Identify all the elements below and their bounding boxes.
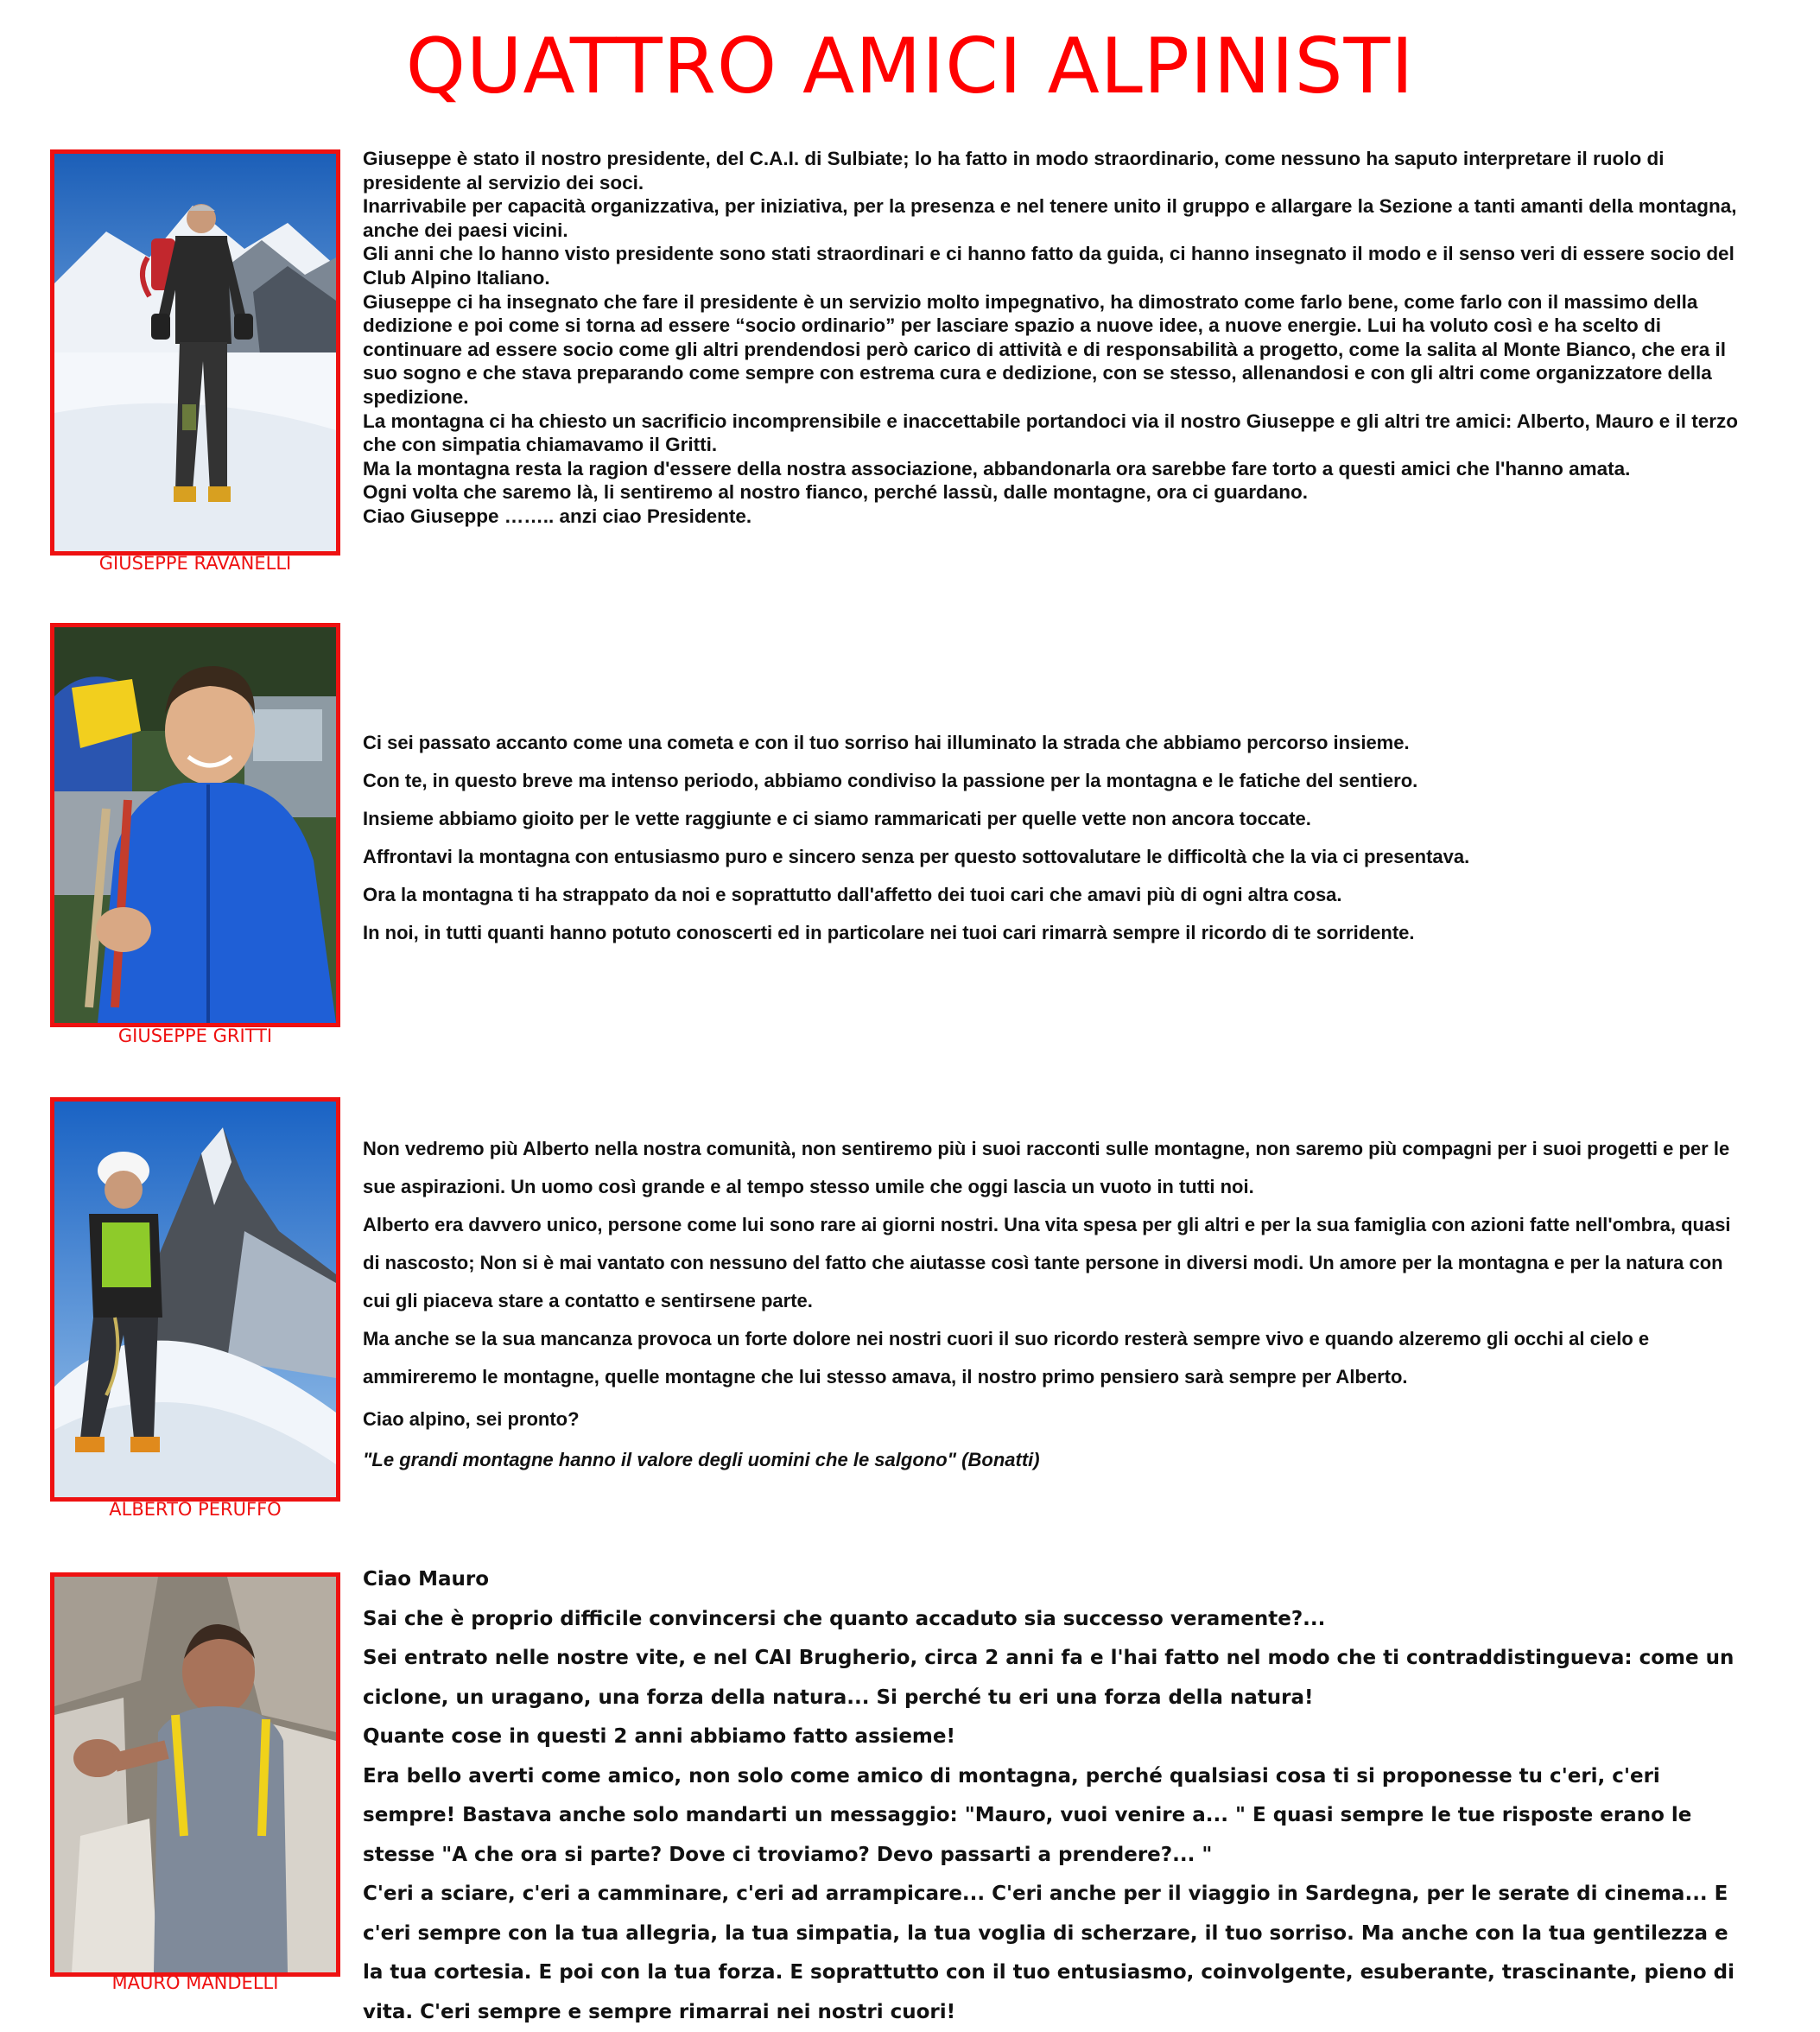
climber-snow-photo-icon (54, 154, 336, 551)
paragraph: Giuseppe è stato il nostro presidente, del C.A.I. di Sulbiate; lo ha fatto in modo straordinario, come nessuno ha saputo interpretare il ruolo di presidente al servizio dei soci. (363, 148, 1665, 194)
text-giuseppe-gritti (363, 724, 1745, 952)
page-title: QUATTRO AMICI ALPINISTI (405, 22, 1415, 111)
paragraph: Gli anni che lo hanno visto presidente sono stati straordinari e ci hanno fatto da guida, ci hanno insegnato il modo e il senso veri di essere socio del Club Alpino Italiano. (363, 243, 1734, 289)
caption-giuseppe-ravanelli: GIUSEPPE RAVANELLI (98, 553, 292, 574)
paragraph: Ci sei passato accanto come una cometa e con il tuo sorriso hai illuminato la strada che abbiamo percorso insieme. (363, 732, 1410, 753)
paragraph: Sei entrato nelle nostre vite, e nel CAI Brugherio, circa 2 anni fa e l'hai fatto nel modo che ti contraddistingueva: come un ciclone, un uragano, una forza della natura... Si perché tu eri una forza della natura! (363, 1647, 1734, 1709)
photo-giuseppe-gritti (50, 623, 340, 1027)
paragraph: Inarrivabile per capacità organizzativa, per iniziativa, per la presenza e nel tenere unito il gruppo e allargare la Sezione a tanti amanti della montagna, anche dei paesi vicini. (363, 195, 1737, 241)
paragraph: Con te, in questo breve ma intenso periodo, abbiamo condiviso la passione per la montagna e le fatiche del sentiero. (363, 770, 1418, 791)
paragraph: Affrontavi la montagna con entusiasmo puro e sincero senza per questo sottovalutare le difficoltà che la via ci presentava. (363, 846, 1470, 867)
paragraph: Giuseppe ci ha insegnato che fare il presidente è un servizio molto impegnativo, ha dimostrato come farlo bene, come farlo con il massimo della dedizione e poi come si torna ad essere “socio ordinario” per lasciare spazio a nuove idee, a nuove energie. Lui ha voluto così e ha scelto di continuare ad essere socio come gli altri prendendosi però carico di attività e di responsabilità a progetto, come la salita al Monte Bianco, che era il suo sogno e che stava preparando come sempre con estrema cura e dedizione, con se stesso, allenandosi e con gli altri come organizzatore della spedizione. (363, 290, 1726, 408)
paragraph: Ma la montagna resta la ragion d'essere della nostra associazione, abbandonarla ora sarebbe fare torto a questi amici che l'hanno amata. (363, 457, 1631, 479)
text-mauro-mandelli (363, 1560, 1745, 2032)
paragraph: Alberto era davvero unico, persone come lui sono rare ai giorni nostri. Una vita spesa per gli altri e per la sua famiglia con azioni fatte nell'ombra, quasi di nascosto; Non si è mai vantato con nessuno del fatto che aiutasse così tante persone in diversi modi. Un amore per la montagna e per la natura con cui gli piaceva stare a contatto e sentirsene parte. (363, 1214, 1731, 1311)
caption-giuseppe-gritti: GIUSEPPE GRITTI (117, 1026, 273, 1046)
paragraph: C'eri a sciare, c'eri a camminare, c'eri ad arrampicare... C'eri anche per il viaggio in Sardegna, per le serate di cinema... E c'eri sempre con la tua allegria, la tua simpatia, la tua voglia di scherzare, il tuo sorriso. Ma anche con la tua gentilezza e la tua cortesia. E poi con la tua forza. E soprattutto con il tuo entusiasmo, coinvolgente, esuberante, trascinante, pieno di vita. C'eri sempre e sempre rimarrai nei nostri cuori! (363, 1883, 1735, 2023)
paragraph: Ciao Giuseppe …….. anzi ciao Presidente. (363, 505, 752, 527)
paragraph: Insieme abbiamo gioito per le vette raggiunte e ci siamo rammaricati per quelle vette non ancora toccate. (363, 808, 1311, 829)
caption-mauro-mandelli: MAURO MANDELLI (111, 1972, 279, 1993)
climber-rock-photo-icon (54, 1577, 336, 1972)
paragraph: Ciao alpino, sei pronto? (363, 1408, 580, 1430)
photo-mauro-mandelli (50, 1572, 340, 1977)
paragraph: La montagna ci ha chiesto un sacrificio incomprensibile e inaccettabile portandoci via il nostro Giuseppe e gli altri tre amici: Alberto, Mauro e il terzo che con simpatia chiamavamo il Gritti. (363, 410, 1739, 456)
climber-portrait-photo-icon (54, 627, 336, 1023)
text-alberto-peruffo (363, 1130, 1745, 1479)
paragraph: Ma anche se la sua mancanza provoca un forte dolore nei nostri cuori il suo ricordo resterà sempre vivo e quando alzeremo gli occhi al cielo e ammireremo le montagne, quelle montagne che lui stesso amava, il nostro primo pensiero sarà sempre per Alberto. (363, 1328, 1650, 1387)
paragraph: In noi, in tutti quanti hanno potuto conoscerti ed in particolare nei tuoi cari rimarrà sempre il ricordo di te sorridente. (363, 922, 1415, 943)
paragraph: Era bello averti come amico, non solo come amico di montagna, perché qualsiasi cosa ti si proponesse tu c'eri, c'eri sempre! Bastava anche solo mandarti un messaggio: "Mauro, vuoi venire a... " E quasi sempre le tue risposte erano le stesse "A che ora si parte? Dove ci troviamo? Devo passarti a prendere?... " (363, 1764, 1692, 1866)
paragraph: Sai che è proprio difficile convincersi che quanto accaduto sia successo veramente?... (363, 1607, 1326, 1630)
text-giuseppe-ravanelli (363, 147, 1745, 529)
bonatti-quote: "Le grandi montagne hanno il valore degli uomini che le salgono" (Bonatti) (363, 1449, 1040, 1470)
caption-alberto-peruffo: ALBERTO PERUFFO (109, 1499, 282, 1520)
photo-alberto-peruffo (50, 1097, 340, 1502)
paragraph: Quante cose in questi 2 anni abbiamo fatto assieme! (363, 1725, 955, 1748)
paragraph: Ciao Mauro (363, 1568, 490, 1591)
paragraph: Non vedremo più Alberto nella nostra comunità, non sentiremo più i suoi racconti sulle montagne, non saremo più compagni per i suoi progetti e per le sue aspirazioni. Un uomo così grande e al tempo stesso umile che oggi lascia un vuoto in tutti noi. (363, 1138, 1730, 1197)
climber-matterhorn-photo-icon (54, 1102, 336, 1497)
paragraph: Ogni volta che saremo là, li sentiremo al nostro fianco, perché lassù, dalle montagne, ora ci guardano. (363, 481, 1309, 504)
paragraph: Ora la montagna ti ha strappato da noi e soprattutto dall'affetto dei tuoi cari che amavi più di ogni altra cosa. (363, 884, 1342, 905)
photo-giuseppe-ravanelli (50, 149, 340, 556)
